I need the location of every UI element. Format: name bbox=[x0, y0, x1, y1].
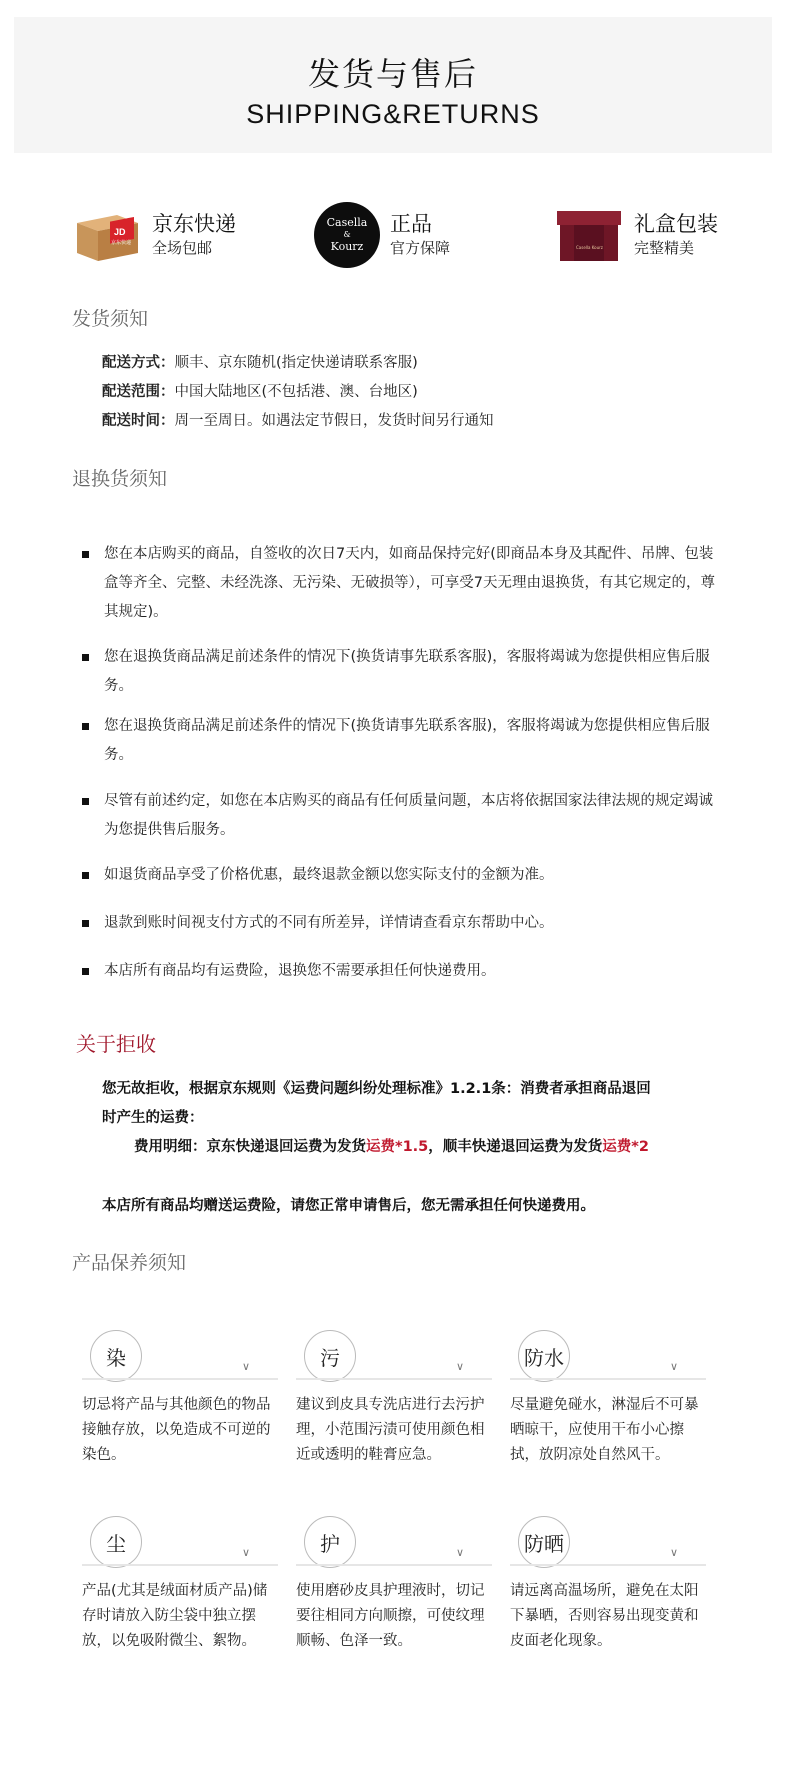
divider bbox=[296, 1564, 492, 1566]
logo-line-3: Kourz bbox=[330, 240, 364, 253]
feature-title: 正品 bbox=[390, 212, 432, 236]
rejection-line-1: 您无故拒收，根据京东规则《运费问题纠纷处理标准》1.2.1条：消费者承担商品退回 bbox=[102, 1081, 651, 1097]
list-item-text: 如退货商品享受了价格优惠，最终退款金额以您实际支付的金额为准。 bbox=[104, 867, 554, 883]
feature-sub: 完整精美 bbox=[634, 239, 695, 257]
rejection-title: 关于拒收 bbox=[76, 1032, 156, 1056]
care-badge: 尘 bbox=[90, 1516, 142, 1568]
chevron-down-icon: ∨ bbox=[670, 1360, 679, 1373]
feature-title: 京东快递 bbox=[152, 212, 236, 236]
care-badge: 染 bbox=[90, 1330, 142, 1382]
care-desc: 请远离高温场所，避免在太阳下暴晒，否则容易出现变黄和皮面老化现象。 bbox=[510, 1583, 699, 1649]
logo-line-2: & bbox=[343, 230, 351, 239]
bullet-square bbox=[82, 920, 89, 927]
chevron-down-icon: ∨ bbox=[456, 1360, 465, 1373]
feature-genuine bbox=[314, 200, 450, 270]
rejection-line-2: 时产生的运费： bbox=[102, 1110, 204, 1126]
rejection-note: 本店所有商品均赠送运费险，请您正常申请售后，您无需承担任何快递费用。 bbox=[102, 1198, 595, 1214]
feature-jd-express bbox=[72, 200, 236, 270]
shipping-line bbox=[102, 409, 494, 430]
shipping-value: 周一至周日。如遇法定节假日，发货时间另行通知 bbox=[174, 413, 494, 429]
care-desc: 使用磨砂皮具护理液时，切记要往相同方向顺擦，可使纹理顺畅、色泽一致。 bbox=[296, 1583, 485, 1649]
list-item bbox=[82, 861, 722, 890]
feature-gift-box bbox=[554, 200, 718, 270]
chevron-down-icon: ∨ bbox=[242, 1546, 251, 1559]
header-title-en: SHIPPING&RETURNS bbox=[246, 99, 540, 129]
list-item-text: 退款到账时间视支付方式的不同有所差异，详情请查看京东帮助中心。 bbox=[104, 915, 554, 931]
shipping-label: 配送方式： bbox=[102, 355, 175, 371]
chevron-down-icon: ∨ bbox=[670, 1546, 679, 1559]
chevron-down-icon: ∨ bbox=[242, 1360, 251, 1373]
list-item bbox=[82, 957, 722, 986]
divider bbox=[510, 1378, 706, 1380]
brand-logo bbox=[314, 202, 380, 268]
care-desc: 建议到皮具专洗店进行去污护理，小范围污渍可使用颜色相近或透明的鞋膏应急。 bbox=[296, 1397, 485, 1463]
care-desc: 尽量避免碰水，淋湿后不可暴晒晾干，应使用干布小心擦拭，放阴凉处自然风干。 bbox=[510, 1397, 699, 1463]
bullet-square bbox=[82, 798, 89, 805]
list-item-text: 您在退换货商品满足前述条件的情况下(换货请事先联系客服)，客服将竭诚为您提供相应售后服务。 bbox=[104, 649, 710, 694]
jd-badge: JD bbox=[114, 227, 126, 237]
rejection-fee-line bbox=[134, 1133, 649, 1162]
feature-sub: 官方保障 bbox=[390, 239, 451, 257]
list-item bbox=[82, 712, 722, 770]
fee-text: ，顺丰快递退回运费为发货 bbox=[428, 1139, 603, 1155]
care-desc: 切忌将产品与其他颜色的物品接触存放，以免造成不可逆的染色。 bbox=[82, 1397, 271, 1463]
shipping-value: 顺丰、京东随机(指定快递请联系客服) bbox=[174, 355, 418, 371]
feature-title: 礼盒包装 bbox=[634, 212, 718, 236]
bullet-square bbox=[82, 968, 89, 975]
shipping-line bbox=[102, 380, 418, 401]
list-item-text: 您在本店购买的商品，自签收的次日7天内，如商品保持完好(即商品本身及其配件、吊牌、包装盒等齐全、完整、未经洗涤、无污染、无破损等），可享受7天无理由退换货，有其它规定的，尊其规定)。 bbox=[104, 546, 715, 620]
bullet-square bbox=[82, 872, 89, 879]
list-item bbox=[82, 787, 722, 845]
list-item bbox=[82, 540, 722, 627]
list-item-text: 尽管有前述约定，如您在本店购买的商品有任何质量问题，本店将依据国家法律法规的规定竭诚为您提供售后服务。 bbox=[104, 793, 713, 838]
care-title: 产品保养须知 bbox=[72, 1252, 187, 1274]
bullet-square bbox=[82, 551, 89, 558]
jd-badge-sub: 京东快递 bbox=[111, 240, 132, 246]
divider bbox=[296, 1378, 492, 1380]
list-item-text: 本店所有商品均有运费险，退换您不需要承担任何快递费用。 bbox=[104, 963, 496, 979]
shipping-line bbox=[102, 351, 418, 372]
chevron-down-icon: ∨ bbox=[456, 1546, 465, 1559]
bullet-square bbox=[82, 654, 89, 661]
divider bbox=[510, 1564, 706, 1566]
gift-box-text: Casella Kourz bbox=[576, 245, 603, 250]
bullet-square bbox=[82, 723, 89, 730]
list-item bbox=[82, 909, 722, 938]
shipping-label: 配送范围： bbox=[102, 384, 175, 400]
divider bbox=[82, 1564, 278, 1566]
fee-highlight: 运费*1.5 bbox=[366, 1139, 429, 1155]
divider bbox=[82, 1378, 278, 1380]
fee-highlight: 运费*2 bbox=[602, 1139, 649, 1155]
shipping-title: 发货须知 bbox=[72, 308, 149, 330]
logo-line-1: Casella bbox=[326, 216, 368, 229]
header-title-cn: 发货与售后 bbox=[307, 55, 478, 93]
care-desc: 产品(尤其是绒面材质产品)储存时请放入防尘袋中独立摆放，以免吸附微尘、絮物。 bbox=[82, 1583, 268, 1649]
list-item bbox=[82, 643, 722, 701]
box-icon bbox=[72, 205, 142, 265]
gift-box-icon bbox=[554, 205, 624, 265]
fee-text: 费用明细：京东快递退回运费为发货 bbox=[134, 1139, 366, 1155]
list-item-text: 您在退换货商品满足前述条件的情况下(换货请事先联系客服)，客服将竭诚为您提供相应售后服务。 bbox=[104, 718, 710, 763]
care-badge: 防水 bbox=[518, 1330, 570, 1382]
care-badge: 污 bbox=[304, 1330, 356, 1382]
returns-title: 退换货须知 bbox=[72, 468, 168, 490]
shipping-value: 中国大陆地区(不包括港、澳、台地区) bbox=[174, 384, 418, 400]
page-header bbox=[14, 17, 772, 153]
shipping-label: 配送时间： bbox=[102, 413, 175, 429]
feature-sub: 全场包邮 bbox=[152, 239, 213, 257]
care-badge: 防晒 bbox=[518, 1516, 570, 1568]
care-badge: 护 bbox=[304, 1516, 356, 1568]
